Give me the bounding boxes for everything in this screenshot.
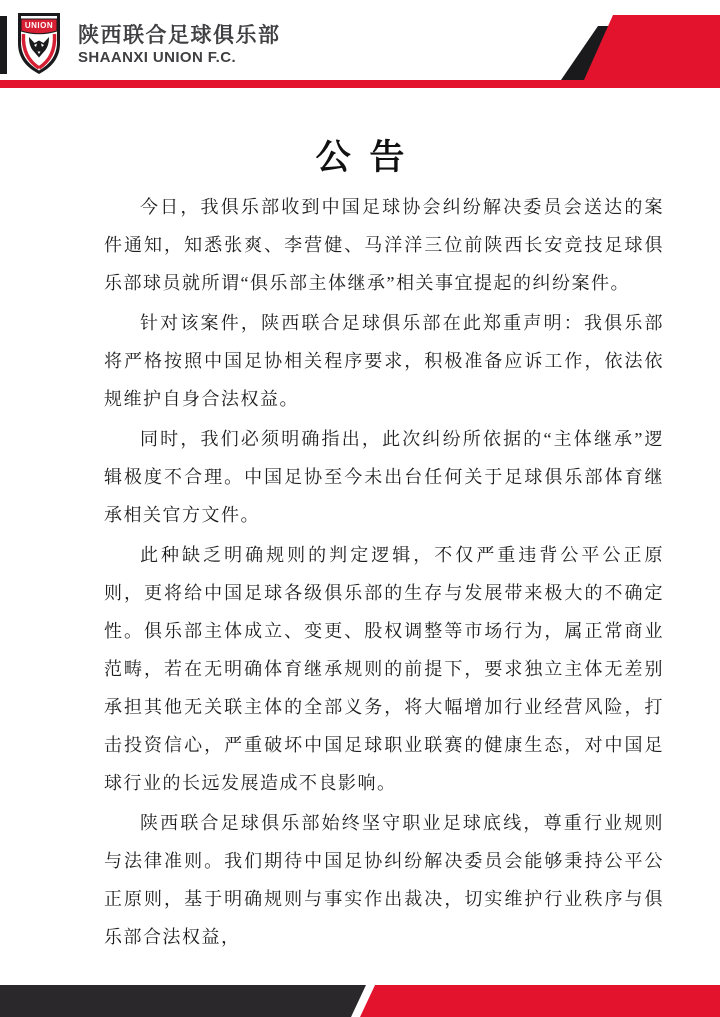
- footer: [0, 985, 720, 1017]
- footer-dark-band: [0, 985, 366, 1017]
- header: [0, 0, 720, 96]
- crest-banner-text: UNION: [24, 21, 54, 30]
- paragraph-4: 此种缺乏明确规则的判定逻辑，不仅严重违背公平公正原则，更将给中国足球各级俱乐部的生存与发展带来极大的不确定性。俱乐部主体成立、变更、股权调整等市场行为，属正常商业范畴，若在无明确体育继承规则的前提下，要求独立主体无差别承担其他无关联主体的全部义务，将大幅增加行业经营风险，打击投资信心，严重破坏中国足球职业联赛的健康生态，对中国足球行业的长远发展造成不良影响。: [104, 545, 664, 793]
- footer-red-band: [360, 985, 720, 1017]
- red-diagonal-block: [584, 15, 720, 80]
- red-header-bar: [0, 80, 720, 88]
- document-body: [0, 88, 720, 958]
- footer-decoration: [0, 985, 720, 1017]
- left-edge-bar: [0, 16, 7, 74]
- club-crest-icon: [16, 12, 62, 75]
- paragraph-1: 今日，我俱乐部收到中国足球协会纠纷解决委员会送达的案件通知，知悉张爽、李营健、马洋洋三位前陕西长安竞技足球俱乐部球员就所谓“俱乐部主体继承”相关事宜提起的纠纷案件。: [104, 197, 664, 293]
- club-name-zh: 陕西联合足球俱乐部: [78, 24, 281, 47]
- paragraph-2: 针对该案件，陕西联合足球俱乐部在此郑重声明：我俱乐部将严格按照中国足协相关程序要求，积极准备应诉工作，依法依规维护自身合法权益。: [104, 313, 664, 409]
- announcement-text: [104, 188, 664, 956]
- page-title: 公 告: [315, 138, 405, 177]
- paragraph-5: 陕西联合足球俱乐部始终坚守职业足球底线，尊重行业规则与法律准则。我们期待中国足协纠纷解决委员会能够秉持公平公正原则，基于明确规则与事实作出裁决，切实维护行业秩序与俱乐部合法权益，: [104, 813, 664, 947]
- paragraph-3: 同时，我们必须明确指出，此次纠纷所依据的“主体继承”逻辑极度不合理。中国足协至今未出台任何关于足球俱乐部体育继承相关官方文件。: [104, 429, 664, 525]
- club-names: [78, 25, 281, 66]
- club-name-en: SHAANXI UNION F.C.: [78, 49, 237, 66]
